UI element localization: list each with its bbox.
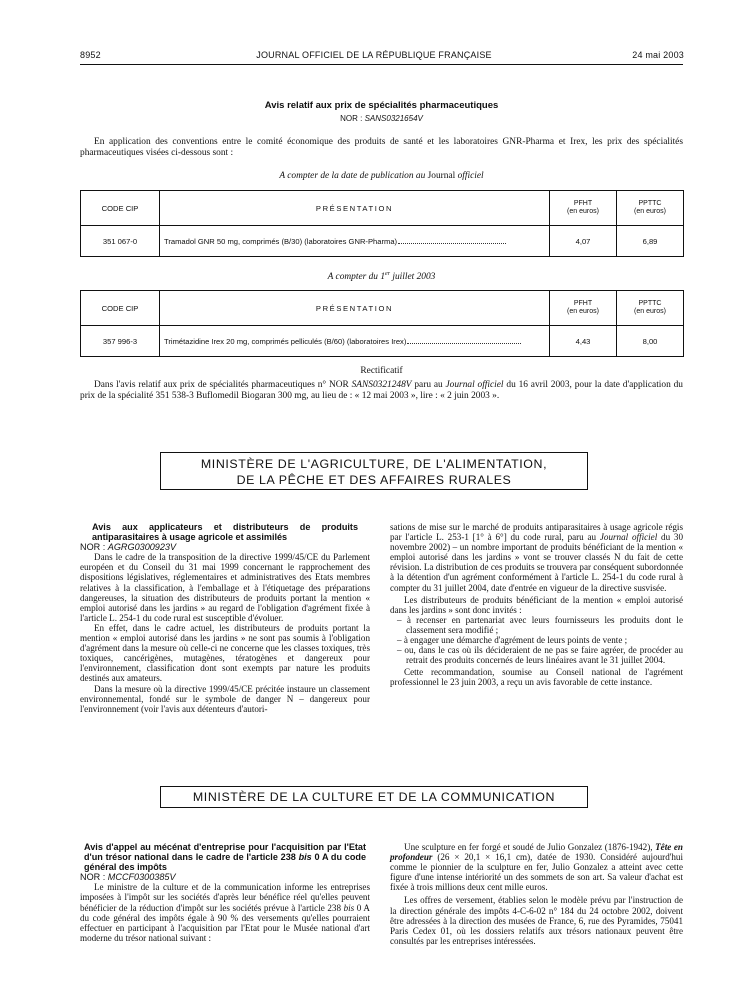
avis-agri-nor: NOR : AGRG0300923V [80, 542, 177, 553]
cell-code: 357 996-3 [81, 326, 160, 357]
price-table-2 [80, 290, 684, 357]
table-row [81, 326, 684, 357]
journal-title: JOURNAL OFFICIEL DE LA RÉPUBLIQUE FRANÇAISE [256, 50, 492, 60]
avis-agri-p5: Les distributeurs de produits bénéficiant de la mention « emploi autorisé dans les jardins » sont donc invités : [390, 594, 683, 615]
avis-agri-p3: Dans la mesure où la directive 1999/45/CE précitée instaure un classement environnemental, fondé sur le symbole de danger N – dangereux pour l'environnement (voir l'avis aux détenteurs d'autori- [80, 683, 370, 714]
avis-agri-title: Avis aux applicateurs et distributeurs de produits antiparasitaires à usage agricole et assimilés [92, 522, 358, 543]
avis-prix-title: Avis relatif aux prix de spécialités pharmaceutiques [264, 100, 499, 111]
cell-presentation: Tramadol GNR 50 mg, comprimés (B/30) (laboratoires GNR-Pharma) [160, 226, 550, 257]
avis-agri-dash3: – ou, dans le cas où ils décideraient de ne pas se faire agréer, de procéder au retrait des produits concernés de leurs linéaires avant le 31 juillet 2004. [397, 645, 683, 666]
table2-caption: A compter du 1er juillet 2003 [327, 271, 436, 283]
avis-agri-p4: sations de mise sur le marché de produits antiparasitaires à usage agricole régis par l'article L. 253-1 [1° à 6°] du code rural, paru au Journal officiel du 30 novembre 2002) – un nombre important de produits bénéficiant de la mention « emploi autorisé dans les jardins » vont se trouver classés N du fait de cette révision. La distribution de ces produits se trouvera par conséquent subordonnée à la détention d'un agrément conformément à l'article L. 254-1 du code rural à compter du 31 juillet 2004, date d'entrée en vigueur de la directive susvisée. [390, 522, 683, 593]
avis-culture-right-column [390, 842, 683, 946]
avis-agri-right-column [390, 522, 683, 688]
ministry-culture-line1: MINISTÈRE DE LA CULTURE ET DE LA COMMUNICATION [192, 790, 556, 804]
header-date: 24 mai 2003 [632, 50, 684, 60]
col-presentation: PRÉSENTATION [160, 291, 550, 326]
avis-agri-p2: En effet, dans le cadre actuel, les distributeurs de produits portant la mention « emploi autorisé dans les jardins » ne sont pas soumis à l'obligation d'agrément dans la mesure où celle-ci ne concerne que les classes toxiques, très toxiques, cancérigènes, mutagènes, tératogènes et dangereux pour l'environnement, classification dont sont exempts par nature les produits destinés aux amateurs. [80, 622, 370, 684]
avis-culture-p1: Le ministre de la culture et de la communication informe les entreprises imposées à l'impôt sur les sociétés d'après leur bénéfice réel qu'elles peuvent bénéficier de la réduction d'impôt sur les sociétés prévue à l'article 238 bis 0 A du code général des impôts égale à 90 % des versements qu'elles pourraient effectuer en participant à l'acquisition par l'Etat pour le Musée national d'art moderne du trésor national suivant : [80, 882, 370, 943]
table1-caption: A compter de la date de publication au Journal officiel [279, 171, 484, 181]
header-rule [80, 64, 683, 65]
avis-agri-left-column [80, 522, 370, 714]
avis-culture-nor: NOR : MCCF0300385V [80, 872, 176, 883]
cell-pfht: 4,43 [550, 326, 617, 357]
col-ppttc: PPTTC (en euros) [617, 291, 684, 326]
avis-culture-title: Avis d'appel au mécénat d'entreprise pour l'acquisition par l'Etat d'un trésor national dans le cadre de l'article 238 bis 0 A du code général des impôts [84, 842, 367, 873]
col-presentation: PRÉSENTATION [160, 191, 550, 226]
table-row [81, 226, 684, 257]
avis-prix-intro: En application des conventions entre le comité économique des produits de santé et les laboratoires GNR-Pharma et Irex, les prix des spécialités pharmaceutiques visées ci-dessous sont : [80, 137, 683, 158]
col-pfht: PFHT (en euros) [550, 191, 617, 226]
cell-presentation: Trimétazidine Irex 20 mg, comprimés pelliculés (B/60) (laboratoires Irex) [160, 326, 550, 357]
col-code-cip: CODE CIP [81, 291, 160, 326]
avis-agri-dash1: – à recenser en partenariat avec leurs fournisseurs les produits dont le classement sera modifié ; [397, 614, 683, 635]
avis-agri-p1: Dans le cadre de la transposition de la directive 1999/45/CE du Parlement européen et du Conseil du 31 mai 1999 concernant le rapprochement des dispositions législatives, réglementaires et administratives des Etats membres relatives à la classification, à l'emballage et à l'étiquetage des préparations dangereuses, la situation des distributeurs de produits portant la mention « emploi autorisé dans les jardins » au regard de l'obligation d'agrément fixée à l'article L. 254-1 du code rural est susceptible d'évoluer. [80, 552, 370, 623]
cell-code: 351 067-0 [81, 226, 160, 257]
avis-culture-left-column [80, 842, 370, 943]
avis-culture-p3: Les offres de versement, établies selon le modèle prévu par l'instruction de la direction générale des impôts 4-C-6-02 n° 184 du 24 octobre 2002, doivent être adressées à la direction des musées de France, 6, rue des Pyramides, 75041 Paris Cedex 01, où les dossiers relatifs aux trésors nationaux peuvent être consultés par les entreprises intéressées. [390, 895, 683, 946]
rectificatif-text: Dans l'avis relatif aux prix de spécialités pharmaceutiques n° NOR SANS0321248V paru au Journal officiel du 16 avril 2003, pour la date d'application du prix de la spécialité 351 538-3 Buflomedil Biogaran 300 mg, au lieu de : « 12 mai 2003 », lire : « 2 juin 2003 ». [80, 380, 683, 401]
price-table-1 [80, 190, 684, 257]
ministry-culture-box [160, 786, 588, 808]
ministry-agriculture-line2: DE LA PÊCHE ET DES AFFAIRES RURALES [236, 473, 512, 487]
cell-ppttc: 8,00 [617, 326, 684, 357]
avis-prix-nor: NOR : SANS0321654V [340, 114, 423, 123]
rectificatif-title: Rectificatif [360, 366, 403, 376]
avis-agri-p6: Cette recommandation, soumise au Conseil national de l'agrément professionnel le 23 juin 2003, a reçu un avis favorable de cette instance. [390, 667, 683, 688]
cell-pfht: 4,07 [550, 226, 617, 257]
avis-culture-p2: Une sculpture en fer forgé et soudé de Julio Gonzalez (1876-1942), Tête en profondeur (26 × 20,1 × 16,1 cm), datée de 1930. Considéré aujourd'hui comme le pionnier de la sculpture en fer, Julio Gonzalez a atteint avec cette figure d'une intense intériorité un des sommets de son art. Sa valeur d'achat est fixée à trois millions deux cent mille euros. [390, 842, 683, 893]
ministry-agriculture-line1: MINISTÈRE DE L'AGRICULTURE, DE L'ALIMENTATION, [200, 457, 548, 471]
col-ppttc: PPTTC (en euros) [617, 191, 684, 226]
col-pfht: PFHT (en euros) [550, 291, 617, 326]
ministry-agriculture-box [160, 452, 588, 490]
avis-agri-dash2: – à engager une démarche d'agrément de leurs points de vente ; [397, 635, 628, 646]
page-number: 8952 [80, 50, 101, 60]
col-code-cip: CODE CIP [81, 191, 160, 226]
cell-ppttc: 6,89 [617, 226, 684, 257]
